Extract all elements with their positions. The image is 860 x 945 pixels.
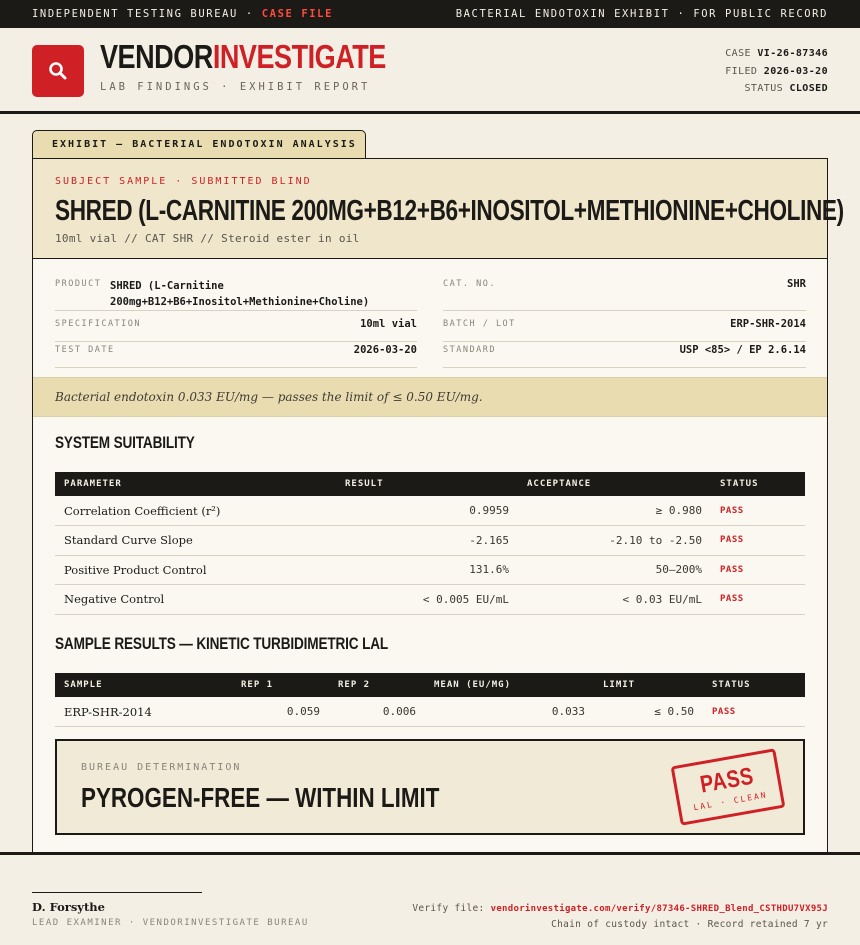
status-badge: PASS <box>703 697 805 727</box>
sample-results-heading: SAMPLE RESULTS — KINETIC TURBIDIMETRIC LAL <box>55 634 389 653</box>
status-badge: PASS <box>711 526 805 556</box>
product-value: SHRED (L-Carnitine 200mg+B12+B6+Inositol+Methionine+Choline) <box>110 280 370 308</box>
column-header: MEAN (EU/MG) <box>434 680 512 690</box>
exhibit-tab: EXHIBIT — BACTERIAL ENDOTOXIN ANALYSIS <box>32 130 366 159</box>
product-description: 10ml vial // CAT SHR // Steroid ester in oil <box>55 232 360 245</box>
system-suitability-table <box>55 472 805 615</box>
verify-link[interactable]: vendorinvestigate.com/verify/87346-SHRED_Blend_CSTHDU7VX95J <box>490 904 828 914</box>
report-header <box>0 28 860 114</box>
determination-label: BUREAU DETERMINATION <box>81 762 242 773</box>
system-suitability-heading: SYSTEM SUITABILITY <box>55 433 195 452</box>
subject-block <box>33 159 844 259</box>
custody-note: Chain of custody intact · Record retained 7 yr <box>551 919 828 930</box>
sample-results-table <box>55 673 805 727</box>
stamp-subtext: LAL · CLEAN <box>692 790 769 813</box>
bureau-banner-text: INDEPENDENT TESTING BUREAU · CASE FILE <box>32 8 334 20</box>
top-banner <box>0 0 860 28</box>
case-file-flag: CASE FILE <box>261 8 334 20</box>
exhibit-banner-text: BACTERIAL ENDOTOXIN EXHIBIT · FOR PUBLIC RECORD <box>455 8 828 20</box>
column-header: REP 1 <box>241 680 274 690</box>
spec-cat-no: CAT. NO. SHR <box>443 276 806 311</box>
column-header: ACCEPTANCE <box>527 479 592 489</box>
signer-role: LEAD EXAMINER · VENDORINVESTIGATE BUREAU <box>32 918 309 928</box>
case-meta <box>725 45 828 98</box>
filed-date: FILED 2026-03-20 <box>725 65 828 77</box>
status-badge: PASS <box>711 585 805 615</box>
verdict-banner: Bacterial endotoxin 0.033 EU/mg — passes the limit of ≤ 0.50 EU/mg. <box>33 377 827 417</box>
table-row: Positive Product Control 131.6% 50–200% PASS <box>55 555 805 585</box>
spec-test-date: TEST DATE 2026-03-20 <box>55 342 417 368</box>
column-header: RESULT <box>345 479 384 489</box>
determination-text: PYROGEN-FREE — WITHIN LIMIT <box>81 782 440 813</box>
stamp-word: PASS <box>698 762 756 799</box>
table-row: Correlation Coefficient (r²) 0.9959 ≥ 0.980 PASS <box>55 496 805 526</box>
table-header-row <box>55 673 805 697</box>
magnifier-icon <box>47 60 69 82</box>
table-row: Negative Control < 0.005 EU/mL < 0.03 EU/mL PASS <box>55 585 805 615</box>
verify-block: Verify file: vendorinvestigate.com/verify/87346-SHRED_Blend_CSTHDU7VX95J Chain of custody intact · Record retained 7 yr <box>412 901 828 933</box>
brand-logo <box>32 45 84 97</box>
spec-standard: STANDARD USP <85> / EP 2.6.14 <box>443 342 806 368</box>
signature-line <box>32 892 202 893</box>
table-header-row <box>55 472 805 496</box>
brand-name: VENDORINVESTIGATE <box>100 38 386 75</box>
spec-batch: BATCH / LOT ERP-SHR-2014 <box>443 316 806 342</box>
product-title: SHRED (L-CARNITINE 200MG+B12+B6+INOSITOL+METHIONINE+CHOLINE) <box>55 195 844 227</box>
status-badge: PASS <box>711 496 805 526</box>
column-header: LIMIT <box>603 680 636 690</box>
column-header: STATUS <box>720 479 759 489</box>
column-header: STATUS <box>712 680 751 690</box>
table-row: ERP-SHR-2014 0.059 0.006 0.033 ≤ 0.50 PASS <box>55 697 805 727</box>
table-row: Standard Curve Slope -2.165 -2.10 to -2.50 PASS <box>55 526 805 556</box>
signer-name: D. Forsythe <box>32 900 105 914</box>
subject-kicker: SUBJECT SAMPLE · SUBMITTED BLIND <box>55 176 312 187</box>
footer-divider <box>0 852 860 855</box>
brand-subtitle: LAB FINDINGS · EXHIBIT REPORT <box>100 81 371 93</box>
bureau-determination <box>55 739 805 835</box>
column-header: REP 2 <box>338 680 371 690</box>
status-badge: PASS <box>711 555 805 585</box>
case-number: CASE VI-26-87346 <box>725 48 828 59</box>
column-header: SAMPLE <box>64 680 103 690</box>
exhibit-panel <box>32 158 844 853</box>
pass-stamp <box>671 748 786 825</box>
case-status: STATUS CLOSED <box>744 83 828 94</box>
column-header: PARAMETER <box>64 479 122 489</box>
spec-specification: SPECIFICATION 10ml vial <box>55 316 417 342</box>
spec-product: PRODUCT SHRED (L-Carnitine 200mg+B12+B6+Inositol+Methionine+Choline) <box>55 276 417 311</box>
